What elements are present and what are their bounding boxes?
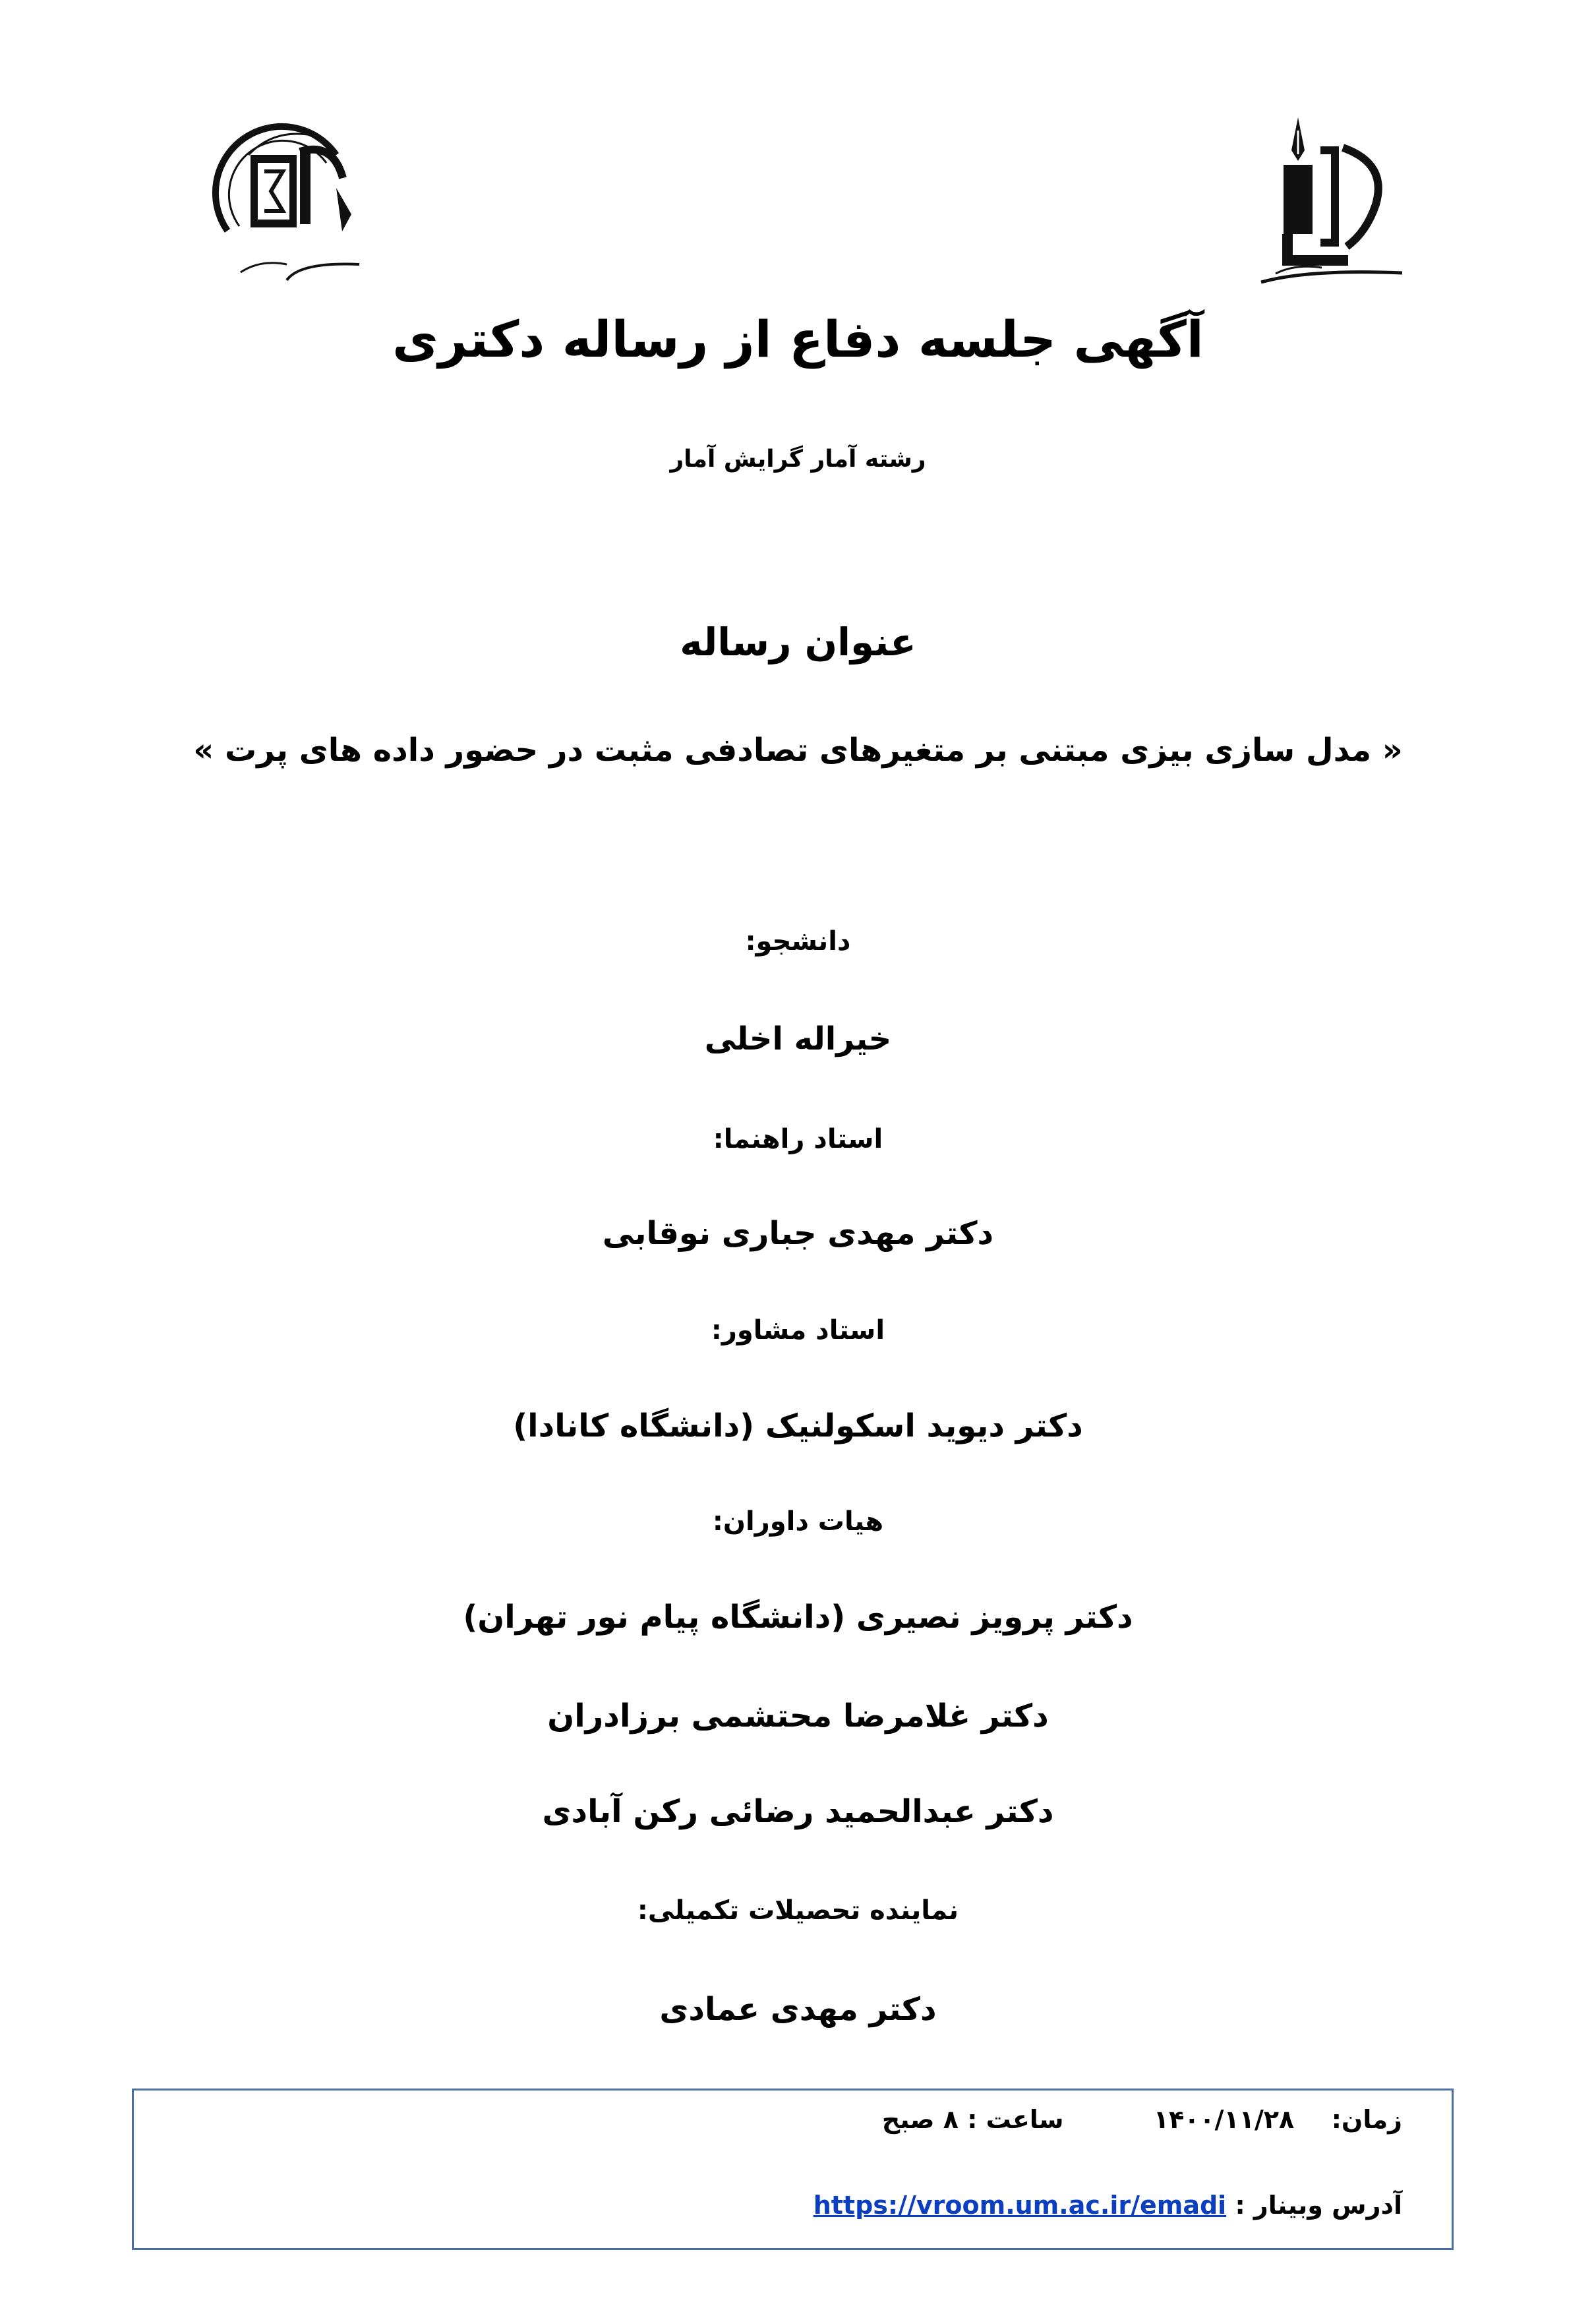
advisor-name: دکتر دیوید اسکولنیک (دانشگاه کانادا) xyxy=(513,1408,1083,1444)
webinar-address-label: آدرس وبینار : xyxy=(1235,2191,1402,2220)
supervisor-label: استاد راهنما: xyxy=(713,1124,883,1154)
time-label: زمان: xyxy=(1331,2105,1402,2134)
page-title: آگهی جلسه دفاع از رساله دکتری xyxy=(392,310,1204,369)
jury-member: دکتر پرویز نصیری (دانشگاه پیام نور تهران) xyxy=(463,1599,1133,1636)
address-row xyxy=(813,2191,1402,2220)
schedule-box xyxy=(132,2089,1454,2250)
graduate-rep-name: دکتر مهدی عمادی xyxy=(659,1991,937,2028)
thesis-title: « مدل سازی بیزی مبتنی بر متغیرهای تصادفی مثبت در حضور داده های پرت » xyxy=(193,732,1403,769)
hour-value: ۸ صبح xyxy=(881,2105,959,2134)
webinar-link[interactable]: https://vroom.um.ac.ir/emadi xyxy=(813,2191,1227,2220)
defense-date: ۱۴۰۰/۱۱/۲۸ xyxy=(1153,2105,1295,2134)
advisor-label: استاد مشاور: xyxy=(711,1315,885,1346)
jury-member: دکتر عبدالحمید رضائی رکن آبادی xyxy=(542,1793,1054,1830)
graduate-rep-label: نماینده تحصیلات تکمیلی: xyxy=(637,1895,959,1926)
jury-member: دکتر غلامرضا محتشمی برزادران xyxy=(547,1698,1049,1734)
thesis-heading: عنوان رساله xyxy=(680,620,916,665)
student-name: خیراله اخلی xyxy=(704,1021,892,1057)
jury-label: هیات داوران: xyxy=(712,1506,884,1537)
ferdowsi-university-logo-icon xyxy=(1256,112,1407,290)
field-of-study: رشته آمار گرایش آمار xyxy=(670,446,926,473)
faculty-of-mathematical-sciences-logo-icon xyxy=(201,115,372,293)
time-row xyxy=(882,2105,1402,2134)
hour-label: ساعت : xyxy=(967,2105,1064,2134)
student-label: دانشجو: xyxy=(745,926,851,957)
supervisor-name: دکتر مهدی جباری نوقابی xyxy=(602,1215,994,1252)
